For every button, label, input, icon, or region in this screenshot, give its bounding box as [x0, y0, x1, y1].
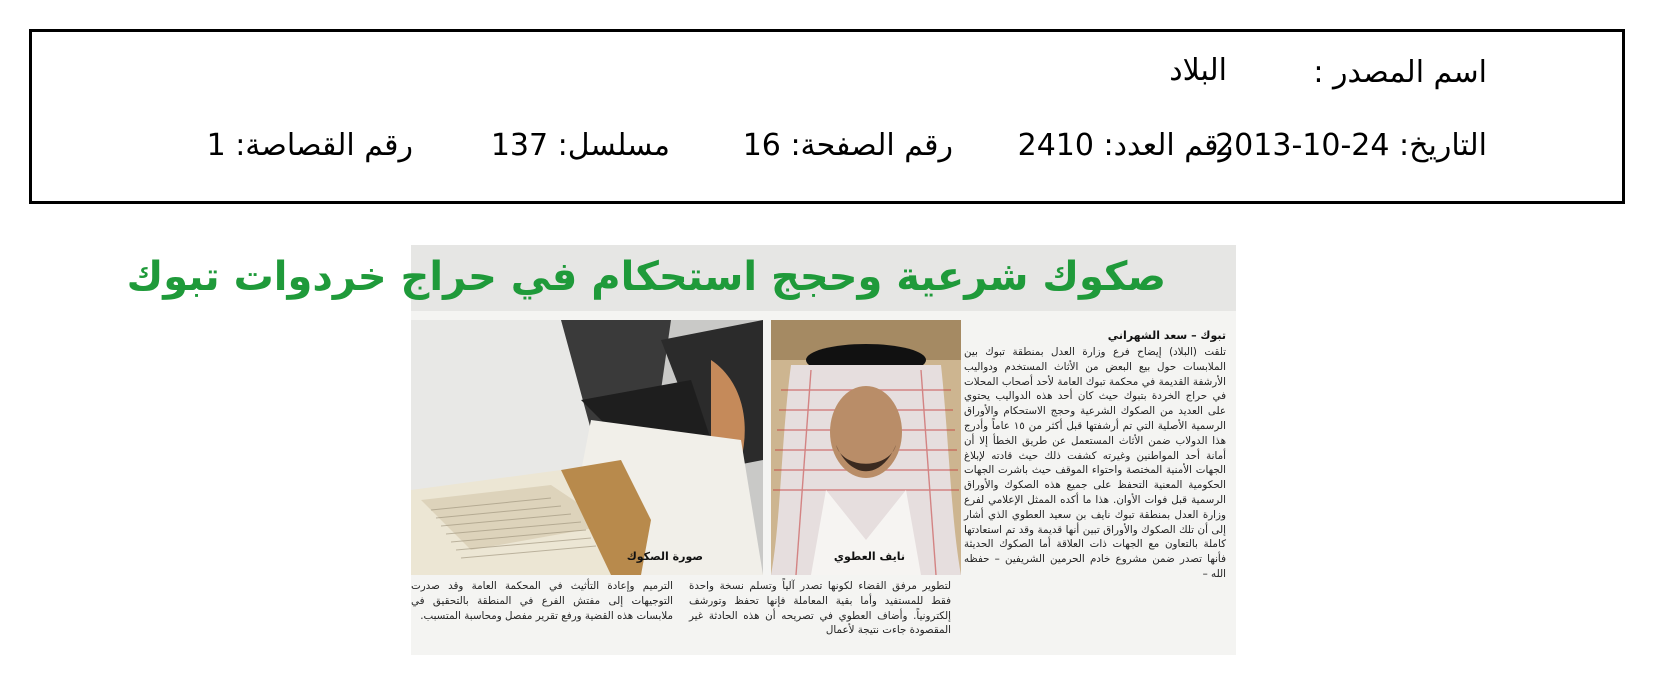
article-body-middle: لتطوير مرفق القضاء لكونها تصدر آلياً وتسلم نسخة واحدة فقط للمستفيد وأما بقية المعاملة فإنها تحفظ وتورشف إلكترونياً. وأضاف العطوي في تصريحه أن هذه الحادثة غير المقصودة جاءت نتيجة لأعمال [689, 580, 951, 637]
article-column-left [411, 579, 673, 623]
person-photo [771, 320, 961, 575]
person-photo-caption: نايف العطوي [833, 550, 905, 563]
issue-number-field: رقم العدد: 2410 [1017, 128, 1233, 163]
person-photo-art [771, 320, 961, 575]
article-byline: تبوك – سعد الشهراني [1107, 329, 1226, 342]
date-field: التاريخ: 24-10-2013 [1215, 128, 1487, 163]
headline-band [126, 245, 1236, 311]
documents-photo [411, 320, 763, 575]
serial-field: مسلسل: 137 [490, 128, 670, 163]
newspaper-clipping [126, 245, 1236, 655]
clip-number-field: رقم القصاصة: 1 [206, 128, 413, 163]
documents-photo-art [411, 320, 763, 575]
article-headline: صكوك شرعية وحجج استحكام في حراج خردوات تبوك [126, 254, 1166, 300]
source-value: البلاد [1169, 53, 1227, 88]
article-column-right [964, 328, 1226, 582]
documents-photo-caption: صورة الصكوك [626, 550, 703, 563]
page-number-field: رقم الصفحة: 16 [742, 128, 953, 163]
source-label: اسم المصدر : [1313, 55, 1487, 90]
article-body-left: الترميم وإعادة التأثيث في المحكمة العامة وقد صدرت التوجيهات إلى مفتش الفرع في المنطقة بالتحقيق في ملابسات هذه القضية ورفع تقرير مفصل ومحاسبة المتسبب. [411, 580, 673, 622]
article-body-right: تلقت (البلاد) إيضاح فرع وزارة العدل بمنطقة تبوك بين الملابسات حول بيع البعض من الأثاث المستخدم ودواليب الأرشفة القديمة في محكمة تبوك العامة لأحد أصحاب المحلات في حراج الخردة بتبوك حيث كان أحد هذه الدواليب يحتوي على العديد من الصكوك الشرعية وحجج الاستحكام والأوراق الرسمية الأصلية التي تم أرشفتها قبل أكثر من ١٥ عاماً وأدرج هذا الدولاب ضمن الأثاث المستعمل عن طريق الخطأ إلا أن أمانة أحد المواطنين وغيرته كشفت ذلك حيث قادته لإبلاغ الجهات الأمنية المختصة واحتواء الموقف حيث باشرت الجهات الحكومية المعنية التحفظ على جميع هذه الصكوك والأوراق الرسمية قبل فوات الأوان. هذا ما أكده الممثل الإعلامي لفرع وزارة العدل بمنطقة تبوك نايف بن سعيد العطوي الذي أشار إلى أن تلك الصكوك والأوراق تبين أنها قديمة وقد تم استعادتها كاملة بالتعاون مع الجهات ذات العلاقة أما الصكوك الحديثة فأنها تصدر ضمن مشروع خادم الحرمين الشريفين – حفظه الله – [964, 346, 1226, 580]
article-column-middle [689, 579, 951, 638]
